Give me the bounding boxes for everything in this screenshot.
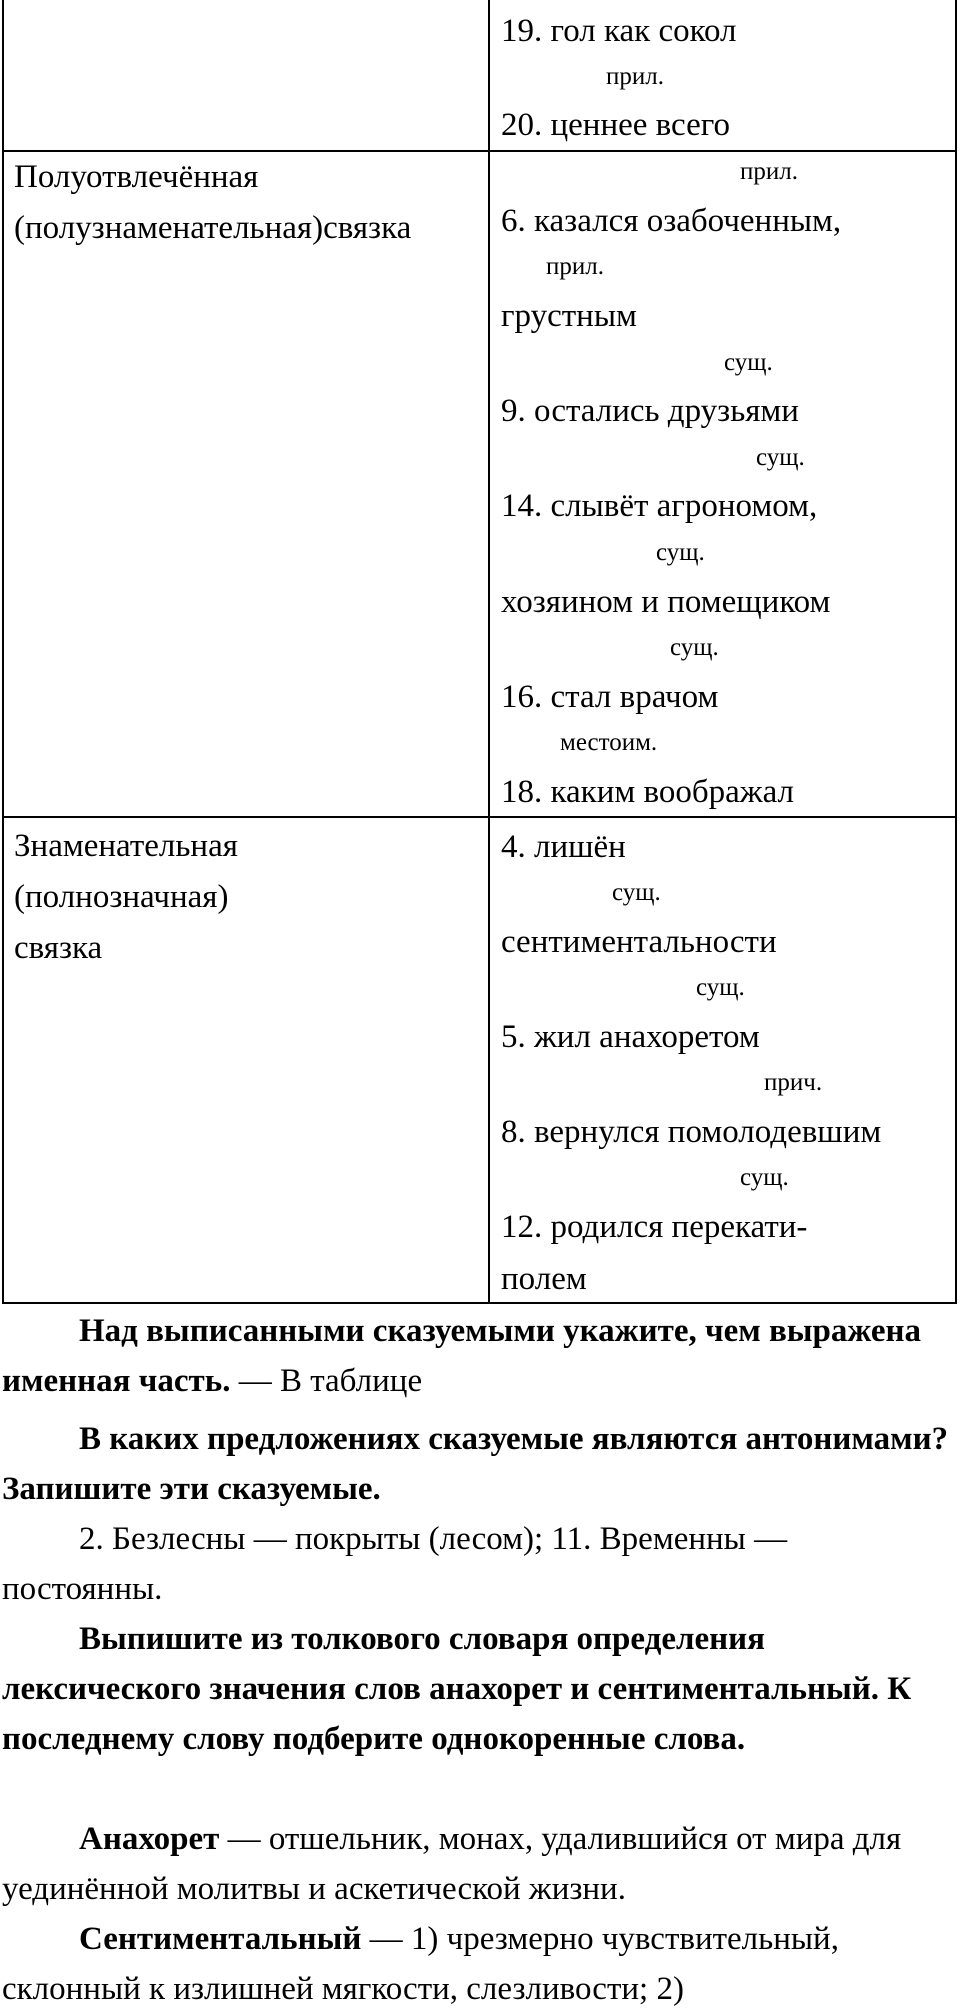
table-entry: сентиментальности — [501, 924, 777, 960]
table-entry: 12. родился перекати- — [501, 1209, 808, 1245]
task-question: В каких предложениях сказуемые являются антонимами? Запишите эти сказуемые. — [2, 1421, 949, 1507]
definition-text: — отшельник, монах, удалившийся от мира для уединённой молитвы и аскетической жизни. — [2, 1821, 902, 1907]
task-paragraph — [2, 1306, 954, 1406]
entry-note: сущ. — [724, 349, 773, 376]
table-entry: 5. жил анахоретом — [501, 1019, 760, 1055]
row-type-line: (полнозначная) — [14, 879, 229, 915]
task-question: Над выписанными сказуемыми укажите, чем выражена именная часть. — [2, 1313, 922, 1399]
row-divider — [4, 816, 955, 818]
entry-note: сущ. — [670, 634, 719, 661]
entry-note: сущ. — [740, 1164, 789, 1191]
entry-note: прил. — [740, 158, 798, 185]
table-entry: полем — [501, 1261, 587, 1297]
table-entry: 6. казался озабоченным, — [501, 203, 842, 239]
table-entry: 16. стал врачом — [501, 679, 719, 715]
table-entry: 9. остались друзьями — [501, 393, 799, 429]
entry-note: местоим. — [560, 729, 658, 756]
task-question: Выпишите из толкового словаря определения лексического значения слов анахорет и сентиментальный. К последнему слову подберите однокоренные слова. — [2, 1621, 912, 1757]
entry-note: сущ. — [612, 879, 661, 906]
row-type-line: (полузнаменательная)связка — [14, 210, 412, 246]
table-entry: 8. вернулся помолодевшим — [501, 1114, 882, 1150]
entry-note: сущ. — [656, 539, 705, 566]
entry-note: прил. — [606, 63, 664, 90]
task-paragraph — [2, 1414, 954, 1514]
column-divider — [488, 0, 490, 1302]
table-entry: 20. ценнее всего — [501, 107, 730, 143]
task-answer: — В таблице — [230, 1363, 423, 1399]
entry-note: сущ. — [696, 974, 745, 1001]
definition-paragraph — [2, 1814, 954, 1914]
table-entry: 14. слывёт агрономом, — [501, 488, 818, 524]
task-answer: 2. Безлесны — покрыты (лесом); 11. Временны — постоянны. — [2, 1521, 788, 1607]
entry-note: прил. — [546, 253, 604, 280]
task-answer-paragraph — [2, 1514, 954, 1614]
predicate-table — [2, 0, 957, 1304]
row-type-label — [14, 152, 411, 254]
task-paragraph — [2, 1614, 954, 1764]
definition-text: — 1) чрезмерно чувствительный, склонный к излишней мягкости, слезливости; 2) — [2, 1921, 839, 2007]
table-entry: 18. каким воображал — [501, 774, 795, 810]
row-type-label — [14, 821, 238, 974]
row-type-line: Полуотвлечённая — [14, 159, 259, 195]
table-entry: грустным — [501, 298, 637, 334]
table-entry: 4. лишён — [501, 829, 626, 865]
entry-note: прич. — [764, 1069, 823, 1096]
definition-term: Сентиментальный — [79, 1921, 362, 1957]
table-entry: хозяином и помещиком — [501, 584, 831, 620]
table-entry: 19. гол как сокол — [501, 13, 737, 49]
row-type-line: связка — [14, 930, 103, 966]
definition-term: Анахорет — [79, 1821, 220, 1857]
definition-paragraph — [2, 1914, 954, 2014]
entry-note: сущ. — [756, 444, 805, 471]
row-type-line: Знаменательная — [14, 828, 238, 864]
